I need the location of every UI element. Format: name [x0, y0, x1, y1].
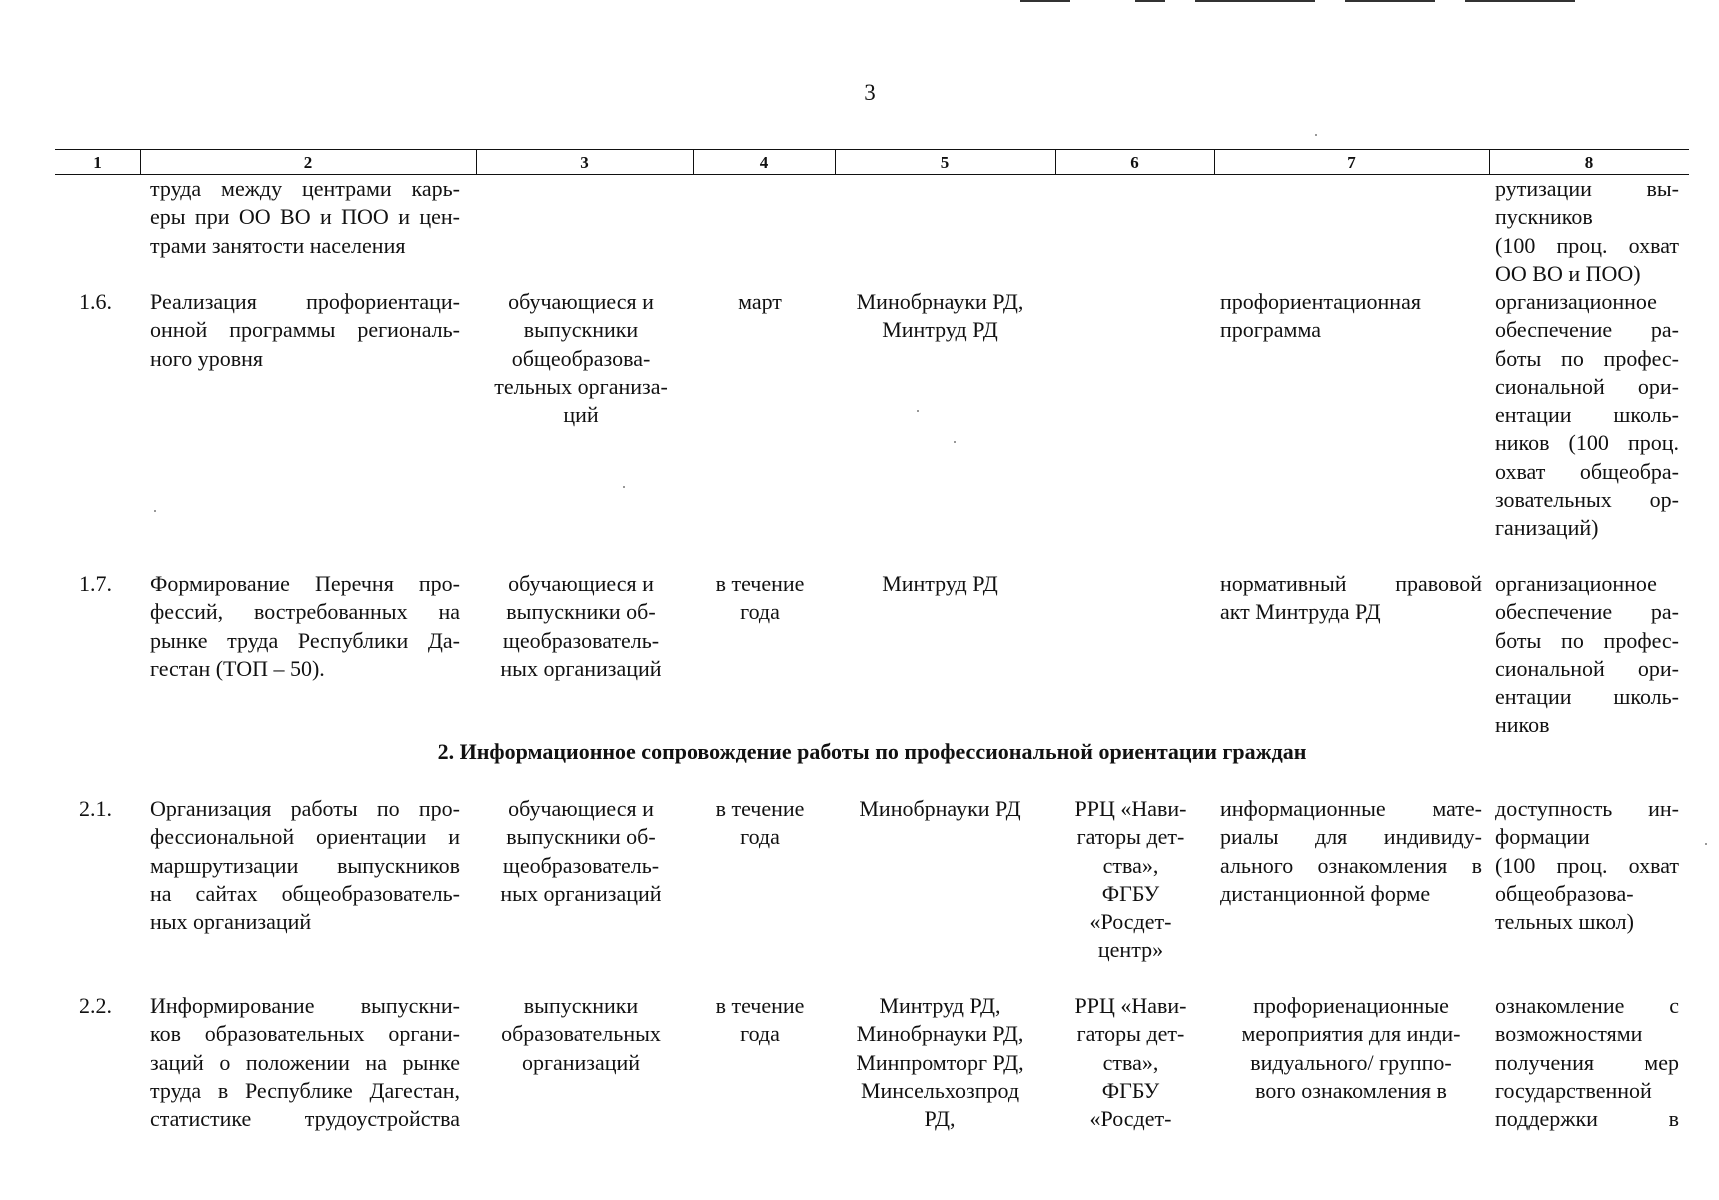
scan-speck [1705, 843, 1707, 845]
cont-row-description: труда между центрами карь- еры при ОО ВО и ПОО и цен- трами занятости населения [150, 176, 460, 258]
scan-edge-line [1345, 0, 1435, 2]
row-2-2-result: ознакомление с возможностями получения мер государственной поддержки в [1495, 993, 1679, 1132]
scan-edge-line [1135, 0, 1165, 2]
row-1-7-deadline: в течение года [715, 571, 805, 625]
scan-edge-line [1195, 0, 1315, 2]
row-number: 1.7. [79, 571, 112, 596]
row-1-6-responsible: Минобрнауки РД, Минтруд РД [856, 289, 1024, 343]
row-1-7-output: нормативный правовой акт Минтруда РД [1220, 571, 1482, 625]
scan-edge-line [1020, 0, 1070, 2]
row-2-1-result: доступность ин- формации (100 проц. охват общеобразова- тельных школ) [1495, 796, 1679, 935]
row-2-2-participants: выпускники образовательных организаций [501, 993, 661, 1075]
header-col-1: 1 [93, 153, 102, 172]
cont-row-result: рутизации вы- пускников (100 проц. охват ОО ВО и ПОО) [1495, 176, 1679, 286]
row-number: 2.1. [79, 796, 112, 821]
row-2-2-output: профориенационные мероприятия для инди- видуального/ группо- вого ознакомления в [1241, 993, 1461, 1103]
header-col-8: 8 [1584, 153, 1594, 172]
row-2-1-output: информационные мате- риалы для индивиду- ального ознакомления в дистанционной форме [1220, 796, 1482, 906]
section-heading: 2. Информационное сопровождение работы по профессиональной ориентации граждан [437, 739, 1307, 764]
header-col-4: 4 [759, 153, 769, 172]
row-2-1-participants: обучающиеся и выпускники об- щеобразователь- ных организаций [500, 796, 662, 906]
scan-speck [623, 486, 625, 488]
row-1-7-participants: обучающиеся и выпускники об- щеобразователь- ных организаций [500, 571, 662, 681]
row-2-2-responsible: Минтруд РД, Минобрнауки РД, Минпромторг РД, Минсельхозпрод РД, [856, 993, 1024, 1132]
row-1-7-responsible: Минтруд РД [882, 571, 998, 596]
row-2-2-deadline: в течение года [715, 993, 805, 1047]
header-col-6: 6 [1130, 153, 1139, 172]
header-col-3: 3 [580, 153, 589, 172]
row-2-1-description: Организация работы по про- фессиональной ориентации и маршрутизации выпускников на сайтах общеобразователь- ных организаций [150, 796, 460, 935]
header-col-2: 2 [303, 153, 313, 172]
row-number: 2.2. [79, 993, 112, 1018]
row-2-2-partners: РРЦ «Нави- гаторы дет- ства», ФГБУ «Росдет- [1074, 993, 1187, 1132]
header-col-7: 7 [1347, 153, 1356, 172]
row-1-6-result: организационное обеспечение ра- боты по профес- сиональной ори- ентации школь- ников (100 проц. охват общеобра- зовательных ор- ганизаций) [1495, 289, 1679, 541]
scan-speck [1315, 134, 1317, 136]
row-1-7-description: Формирование Перечня про- фессий, востребованных на рынке труда Республики Да- гестан (ТОП – 50). [150, 571, 460, 681]
row-2-1-deadline: в течение года [715, 796, 805, 850]
row-number: 1.6. [79, 289, 112, 314]
scan-speck [954, 441, 956, 443]
scan-speck [917, 410, 919, 412]
row-1-6-deadline: март [738, 289, 782, 314]
row-1-7-result: организационное обеспечение ра- боты по профес- сиональной ори- ентации школь- ников [1495, 571, 1679, 738]
row-1-6-output: профориентационная программа [1220, 289, 1421, 343]
row-1-6-description: Реализация профориентаци- онной программы региональ- ного уровня [150, 289, 460, 371]
scan-speck [154, 510, 156, 512]
table-header-row [55, 149, 1689, 175]
header-col-5: 5 [940, 153, 950, 172]
scan-edge-line [1465, 0, 1575, 2]
row-2-2-description: Информирование выпускни- ков образовательных органи- заций о положении на рынке труда в Республике Дагестан, статистике трудоустройства [150, 993, 460, 1132]
page-number: 3 [864, 80, 876, 105]
row-1-6-participants: обучающиеся и выпускники общеобразова- тельных организа- ций [494, 289, 668, 428]
row-2-1-responsible: Минобрнауки РД [859, 796, 1021, 821]
row-2-1-partners: РРЦ «Нави- гаторы дет- ства», ФГБУ «Росдет- центр» [1074, 796, 1187, 963]
